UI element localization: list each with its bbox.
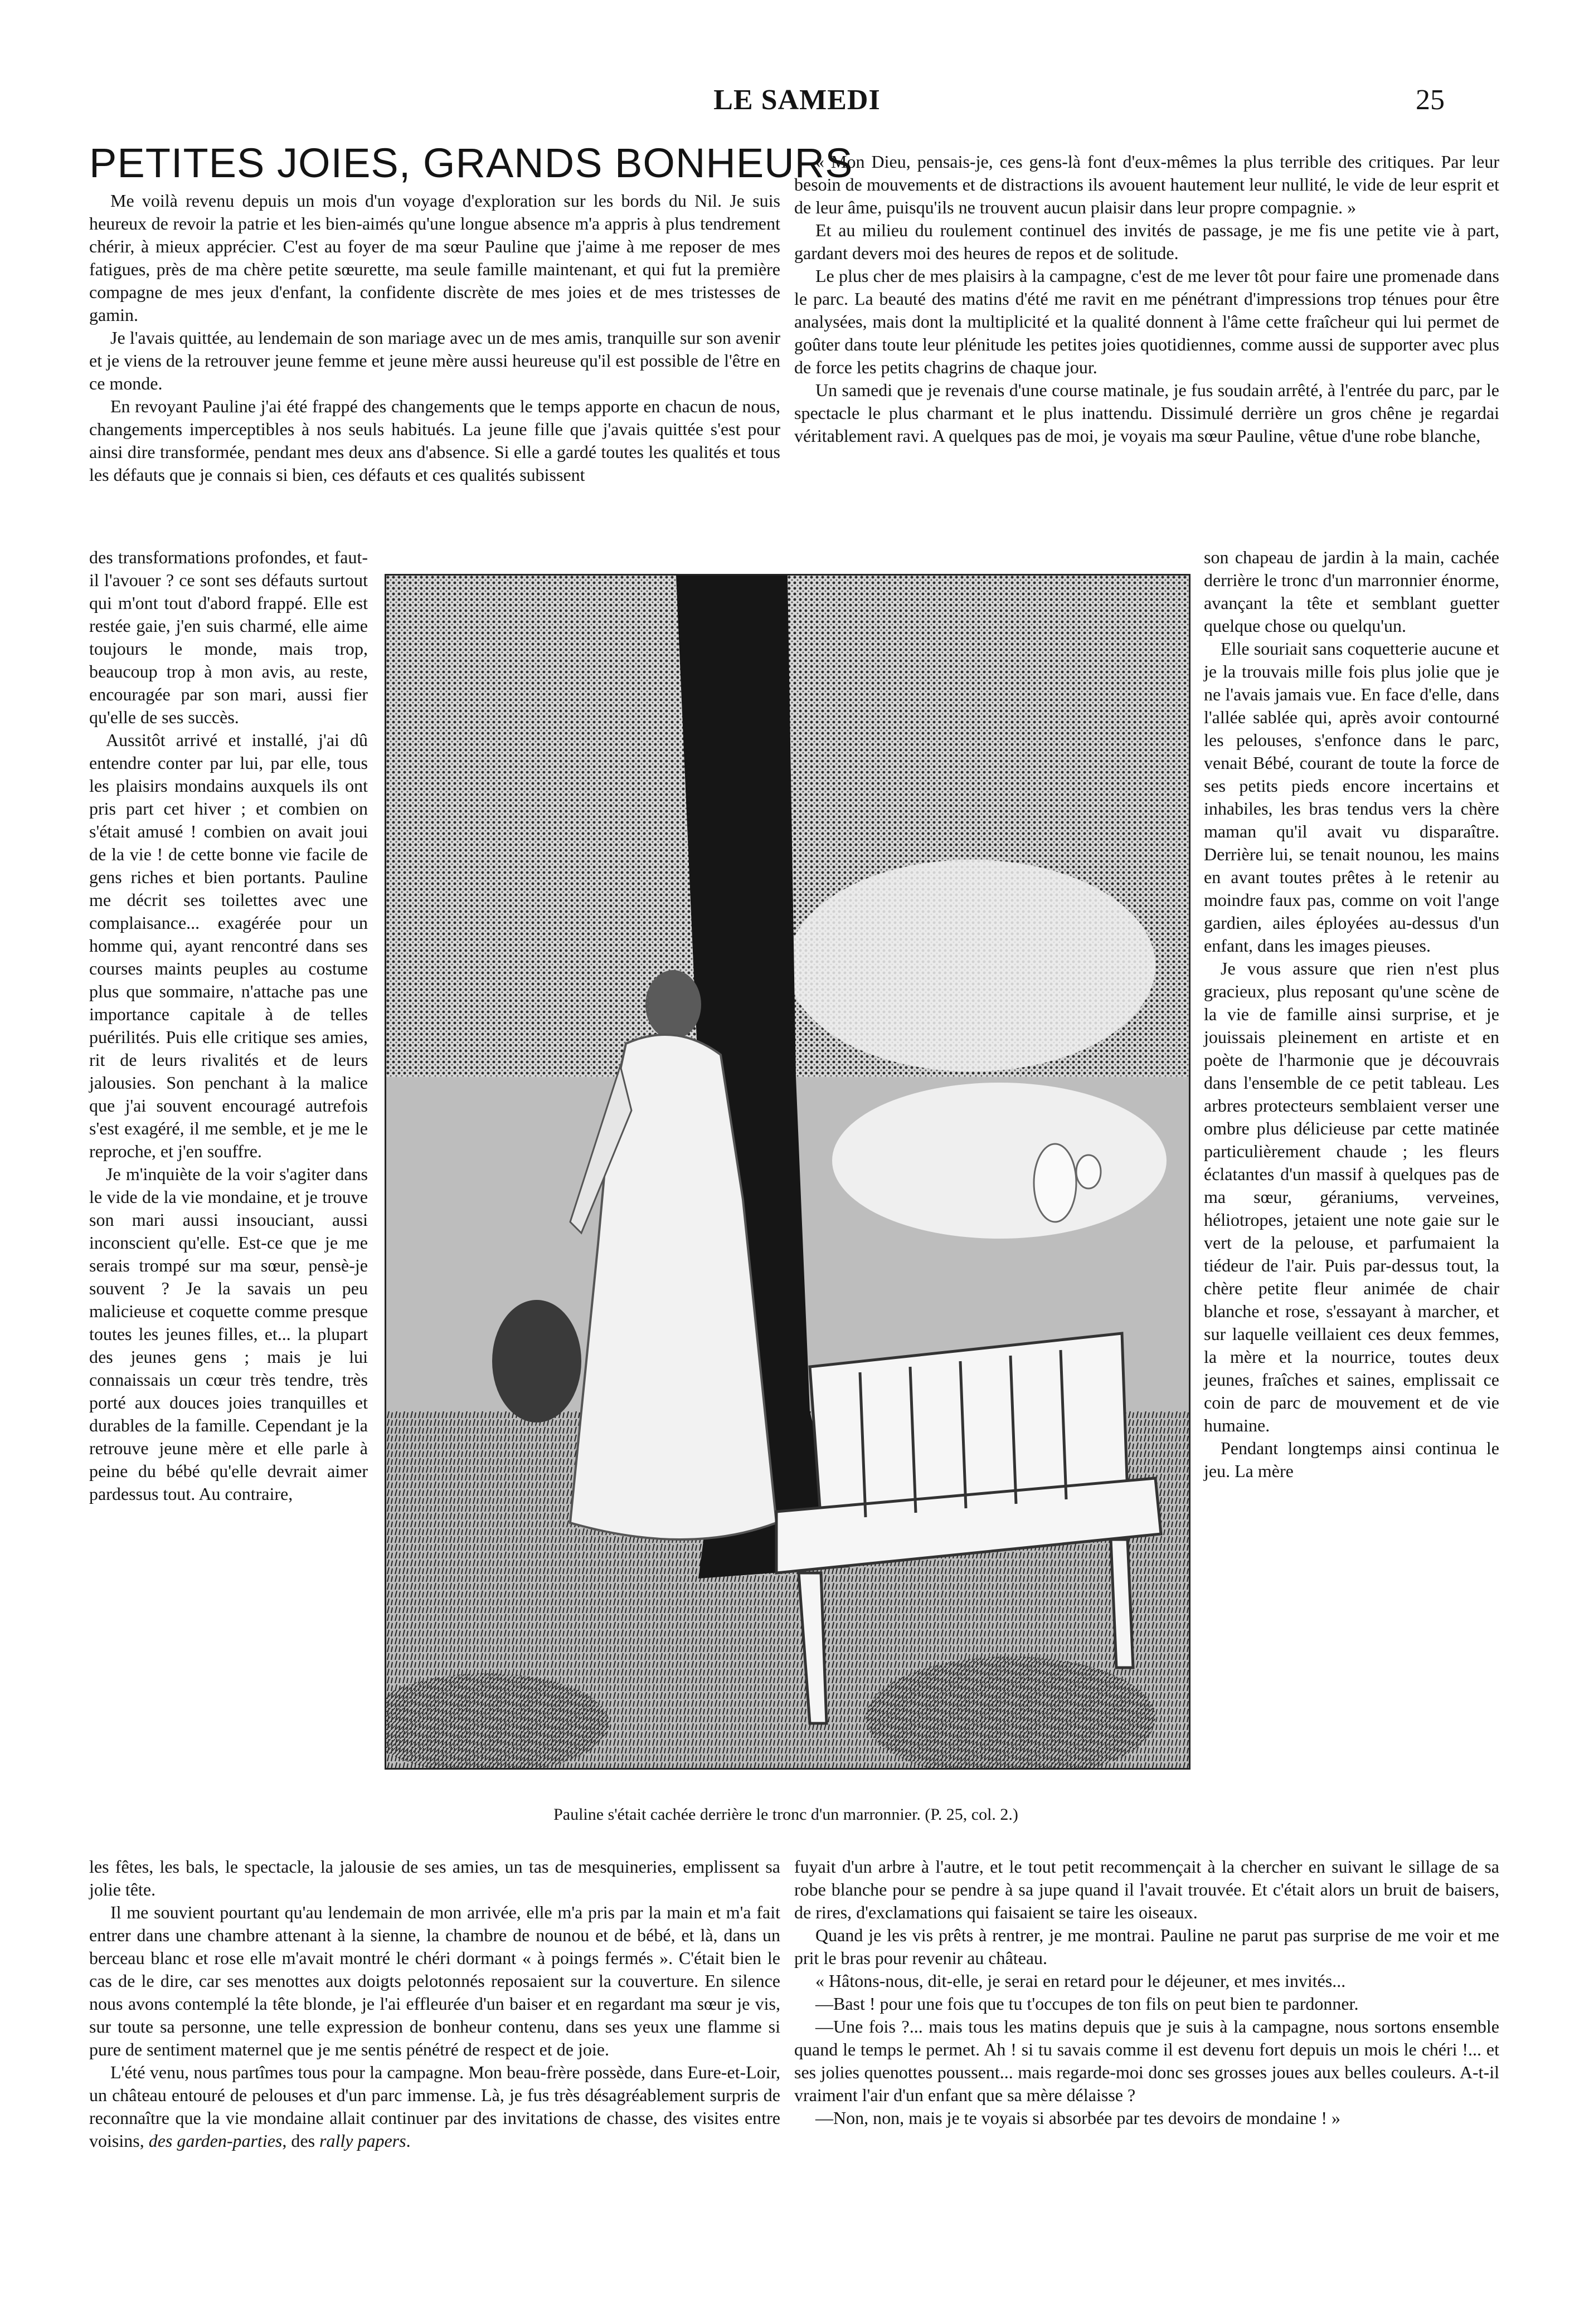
- dialogue-line: « Hâtons-nous, dit-elle, je serai en retard pour le déjeuner, et mes invités...: [815, 1971, 1346, 1991]
- engraving-image: [386, 576, 1189, 1768]
- period: .: [406, 2131, 411, 2151]
- illustration: [385, 574, 1190, 1770]
- paragraph: Me voilà revenu depuis un mois d'un voyage d'exploration sur les bords du Nil. Je suis heureux de revoir la patrie et les bien-aimés qu'une longue absence m'a appris à plus tendrement chérir, à mieux apprécier. C'est au foyer de ma sœur Pauline que j'aime à me reposer de mes fatigues, près de ma chère petite sœurette, ma seule famille maintenant, et qui fut la première compagne de mes jeux d'enfant, la confidente discrète de mes joies et de mes tristesses de gamin.: [89, 191, 780, 325]
- paragraph: Je l'avais quittée, au lendemain de son mariage avec un de mes amis, tranquille sur son avenir et je viens de la retrouver jeune femme et jeune mère aussi heureuse qu'il est possible de l'être en ce monde.: [89, 328, 780, 393]
- paragraph: Aussitôt arrivé et installé, j'ai dû entendre conter par lui, par elle, tous les plaisirs mondains auxquels ils ont pris part cet hiver ; et combien on s'était amusé ! combien on avait joui de la vie ! de cette bonne vie facile de gens riches et bien portants. Pauline me décrit ses toilettes avec une complaisance... exagérée pour un homme qui, ayant rencontré dans ses courses maints peuples au costume plus que sommaire, n'attache pas une importance capitale à de telles puérilités. Puis elle critique ses amies, rit de leurs rivalités et de leurs jalousies. Son penchant à la malice que j'ai souvent encouragé autrefois s'est exagéré, il me semble, et je me le reproche, et j'en souffre.: [89, 730, 368, 1161]
- lawn-light: [832, 1083, 1167, 1239]
- paragraph: Le plus cher de mes plaisirs à la campagne, c'est de me lever tôt pour faire une promenade dans le parc. La beauté des matins d'été me ravit en me pénétrant d'impressions trop ténues pour être analysées, mais dont la multiplicité et la qualité donnent à l'âme cette fraîcheur qui lui permet de goûter dans toute leur plénitude les petites joies quotidiennes, comme aussi de supporter avec plus de force les petits chagrins de chaque jour.: [794, 266, 1499, 377]
- article-intro: [89, 189, 780, 486]
- paragraph: les fêtes, les bals, le spectacle, la jalousie de ses amies, un tas de mesquineries, emplissent sa jolie tête.: [89, 1857, 780, 1899]
- illustration-caption: Pauline s'était cachée derrière le tronc d'un marronnier. (P. 25, col. 2.): [553, 1805, 1018, 1824]
- paragraph: « Mon Dieu, pensais-je, ces gens-là font d'eux-mêmes la plus terrible des critiques. Par leur besoin de mouvements et de distractions ils avouent hautement leur nullité, le vide de leur esprit et de leur âme, puisqu'ils ne trouvent aucun plaisir dans leur propre compagnie. »: [794, 152, 1499, 217]
- bright-clearing: [788, 860, 1155, 1071]
- paragraph: Et au milieu du roulement continuel des invités de passage, je me fis une petite vie à part, gardant devers moi des heures de repos et de solitude.: [794, 220, 1499, 263]
- paragraph: Je vous assure que rien n'est plus gracieux, plus reposant qu'une scène de la vie de famille ainsi surprise, et je jouissais pleinement en artiste et en poète de l'harmonie que je découvrais dans l'ensemble de ce petit tableau. Les arbres protecteurs semblaient verser une ombre plus délicieuse par cette matinée particulièrement chaude ; les fleurs éclatantes d'un massif à quelques pas de ma sœur, géraniums, verveines, héliotropes, jetaient une note gaie sur le vert de la pelouse, et parfumaient la tiédeur de l'air. Puis par-dessus tout, la chère petite fleur animée de chair blanche et rose, s'essayant à marcher, et sur laquelle veillaient ces deux femmes, la mère et la nourrice, toutes deux jeunes, fraîches et saines, emplissait ce coin de parc de mouvement et de vie humaine.: [1204, 958, 1499, 1435]
- right-column: [1204, 546, 1499, 1483]
- paragraph: Elle souriait sans coquetterie aucune et je la trouvais mille fois plus jolie que je ne l'avais jamais vue. En face d'elle, dans l'allée sablée qui, après avoir contourné les pelouses, s'enfonce dans le parc, venait Bébé, courant de toute la force de ses petits pieds encore incertains et inhabiles, les bras tendus vers la chère maman qu'il avait vu disparaître. Derrière lui, se tenait nounou, les mains en avant toutes prêtes à le retenir au moindre faux pas, comme on voit l'ange gardien, ailes éployées au-dessus d'un enfant, dans les images pieuses.: [1204, 639, 1499, 956]
- dialogue-line: —Une fois ?... mais tous les matins depuis que je suis à la campagne, nous sortons ensemble quand le temps le permet. Ah ! si tu savais comme il est devenu fort depuis un mois le chéri !... et ses jolies quenottes poussent... mais regarde-moi donc ses grosses joues aux belles couleurs. A-t-il vraiment l'air d'un enfant que sa mère délaisse ?: [794, 2016, 1499, 2105]
- page-number: 25: [1416, 84, 1445, 116]
- italic-term: des garden-parties: [148, 2131, 283, 2151]
- paragraph: des transformations profondes, et faut-il l'avouer ? ce sont ses défauts surtout qui m'ont tout d'abord frappé. Elle est restée gaie, j'en suis charmé, elle aime toujours le monde, mais trop, beaucoup trop à mon avis, au reste, encouragée par son mari, aussi fier qu'elle de ses succès.: [89, 547, 368, 727]
- journal-title: LE SAMEDI: [713, 84, 881, 116]
- paragraph: Quand je les vis prêts à rentrer, je me montrai. Pauline ne parut pas surprise de me voir et me prit le bras pour revenir au château.: [794, 1925, 1499, 1968]
- paragraph: Il me souvient pourtant qu'au lendemain de mon arrivée, elle m'a pris par la main et m'a fait entrer dans une chambre attenant à la sienne, la chambre de nounou et de bébé, et là, dans un berceau blanc et rose elle m'avait montré le chéri dormant « à poings fermés ». C'était bien le cas de le dire, car ses menottes aux doigts pelotonnés reposaient sur la couverture. En silence nous avons contemplé la tête blonde, je l'ai effleurée d'un baiser et en regardant ma sœur je vis, sur toute sa personne, une telle expression de bonheur contenu, dans ses yeux une flamme si pure de sentiment maternel que je me sentis pénétré de respect et de joie.: [89, 1902, 780, 2059]
- paragraph-text: L'été venu, nous partîmes tous pour la campagne. Mon beau-frère possède, dans Eure-et-Loir, un château entouré de pelouses et d'un parc immense. Là, je fus très désagréablement surpris de reconnaître que la vie mondaine allait continuer par des invitations de chasse, des visites entre voisins,: [89, 2062, 780, 2151]
- paragraph: son chapeau de jardin à la main, cachée derrière le tronc d'un marronnier énorme, avançant la tête et semblant guetter quelque chose ou quelqu'un.: [1204, 547, 1499, 636]
- dialogue-line: —Non, non, mais je te voyais si absorbée par tes devoirs de mondaine ! »: [815, 2108, 1340, 2128]
- dialogue-line: —Bast ! pour une fois que tu t'occupes de ton fils on peut bien te pardonner.: [815, 1994, 1359, 2014]
- bottom-left-column: [89, 1855, 780, 2152]
- bottom-right-column: [794, 1855, 1499, 2130]
- paragraph: Je m'inquiète de la voir s'agiter dans le vide de la vie mondaine, et je trouve son mari aussi insouciant, aussi inconscient qu'elle. Est-ce que je me serais trompé sur ma sœur, pensè-je souvent ? Je la savais un peu malicieuse et coquette comme presque toutes les jeunes filles, et... la plupart des jeunes gens ; mais je lui connaissais un cœur très tendre, très porté aux douces joies tranquilles et durables de la famille. Cependant je la retrouve jeune mère et elle parle à peine du bébé qu'elle devrait aimer pardessus tout. Au contraire,: [89, 1164, 368, 1504]
- paragraph: Pendant longtemps ainsi continua le jeu. La mère: [1204, 1438, 1499, 1481]
- paragraph: Un samedi que je revenais d'une course matinale, je fus soudain arrêté, à l'entrée du parc, par le spectacle le plus charmant et le plus inattendu. Dissimulé derrière un gros chêne je regardai véritablement ravi. A quelques pas de moi, je voyais ma sœur Pauline, vêtue d'une robe blanche,: [794, 380, 1499, 446]
- left-column: [89, 546, 368, 1506]
- right-column-top: [794, 150, 1499, 447]
- separator: , des: [282, 2131, 320, 2151]
- paragraph: En revoyant Pauline j'ai été frappé des changements que le temps apporte en chacun de nous, changements imperceptibles à nos seuls habitués. La jeune fille que j'avais quittée s'est pour ainsi dire transformée, pendant mes deux ans d'absence. Si elle a gardé toutes les qualités et tous les défauts que je connais si bien, ces défauts et ces qualités subissent: [89, 396, 780, 485]
- article-title: PETITES JOIES, GRANDS BONHEURS: [89, 140, 853, 186]
- italic-term: rally papers: [319, 2131, 406, 2151]
- garden-hat: [492, 1300, 581, 1422]
- paragraph: fuyait d'un arbre à l'autre, et le tout petit recommençait à la chercher en suivant le sillage de sa robe blanche pour se pendre à sa jupe quand il l'avait trouvée. Et c'était alors un bruit de baisers, de rires, d'exclamations qui faisaient se taire les oiseaux.: [794, 1857, 1499, 1922]
- paragraph-final: [89, 2061, 780, 2152]
